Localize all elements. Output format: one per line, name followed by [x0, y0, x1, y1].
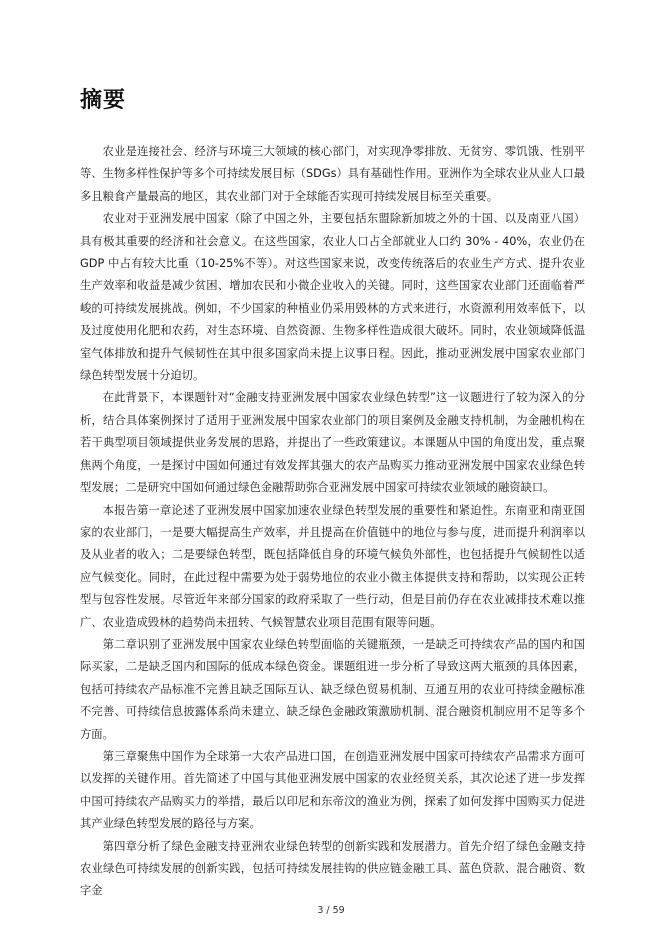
paragraph-chapter-4: 第四章分析了绿色金融支持亚洲农业绿色转型的创新实践和发展潜力。首先介绍了绿色金融支持农业绿色可持续发展的创新实践，包括可持续发展挂钩的供应链金融工具、蓝色贷款、混合融资、数字金	[80, 839, 585, 898]
paragraph-significance: 农业对于亚洲发展中国家（除了中国之外，主要包括东盟除新加坡之外的十国、以及南亚八国）具有极其重要的经济和社会意义。在这些国家，农业人口占全部就业人口约 30% - 40%，农业仍在 GDP 中占有较大比重（10-25%不等）。对这些国家来说，改变传统落后的农业生产方式、提升农业生产效率和收益是减少贫困、增加农民和小微企业收入的关键。同时，这些国家农业部门还面临着严峻的可持续发展挑战。例如，不少国家的种植业仍采用毁林的方式来进行，水资源利用效率低下，以及过度使用化肥和农药，对生态环境、自然资源、生物多样性造成很大破坏。同时，农业领域降低温室气体排放和提升气候韧性在其中很多国家尚未提上议事日程。因此，推动亚洲发展中国家农业部门绿色转型发展十分迫切。	[80, 212, 585, 383]
paragraph-chapter-1: 本报告第一章论述了亚洲发展中国家加速农业绿色转型发展的重要性和紧迫性。东南亚和南亚国家的农业部门，一是要大幅提高生产效率，并且提高在价值链中的地位与参与度，进而提升利润率以及从业者的收入；二是要绿色转型，既包括降低自身的环境气候负外部性，也包括提升气候韧性以适应气候变化。同时，在此过程中需要为处于弱势地位的农业小微主体提供支持和帮助，以实现公正转型与包容性发展。尽管近年来部分国家的政府采取了一些行动，但是目前仍存在农业减排技术难以推广、农业造成毁林的趋势尚未扭转、气候智慧农业项目范围有限等问题。	[80, 503, 585, 629]
paragraph-chapter-2: 第二章识别了亚洲发展中国家农业绿色转型面临的关键瓶颈，一是缺乏可持续农产品的国内和国际买家，二是缺乏国内和国际的低成本绿色资金。课题组进一步分析了导致这两大瓶颈的具体因素，包括可持续农产品标准不完善且缺乏国际互认、缺乏绿色贸易机制、互通互用的农业可持续金融标准不完善、可持续信息披露体系尚未建立、缺乏绿色金融政策激励机制、混合融资机制应用不足等多个方面。	[80, 637, 585, 741]
abstract-body	[80, 141, 585, 903]
paragraph-background: 在此背景下，本课题针对“金融支持亚洲发展中国家农业绿色转型”这一议题进行了较为深入的分析，结合具体案例探讨了适用于亚洲发展中国家农业部门的项目案例及金融支持机制，为金融机构在若干典型项目领域提供业务发展的思路，并提出了一些政策建议。本课题从中国的角度出发，重点聚焦两个角度，一是探讨中国如何通过有效发挥其强大的农产品购买力推动亚洲发展中国家农业绿色转型发展；二是研究中国如何通过绿色金融帮助弥合亚洲发展中国家可持续农业领域的融资缺口。	[80, 391, 585, 495]
page-number: 3 / 59	[317, 905, 345, 916]
page-title: 摘要	[80, 88, 127, 113]
paragraph-intro: 农业是连接社会、经济与环境三大领域的核心部门，对实现净零排放、无贫穷、零饥饿、性别平等、生物多样性保护等多个可持续发展目标（SDGs）具有基础性作用。亚洲作为全球农业从业人口最多且粮食产量最高的地区，其农业部门对于全球能否实现可持续发展目标至关重要。	[80, 145, 585, 203]
paragraph-chapter-3: 第三章聚焦中国作为全球第一大农产品进口国，在创造亚洲发展中国家可持续农产品需求方面可以发挥的关键作用。首先简述了中国与其他亚洲发展中国家的农业经贸关系，其次论述了进一步发挥中国可持续农产品购买力的举措，最后以印尼和东帝汶的渔业为例，探索了如何发挥中国购买力促进其产业绿色转型发展的路径与方案。	[80, 749, 585, 831]
